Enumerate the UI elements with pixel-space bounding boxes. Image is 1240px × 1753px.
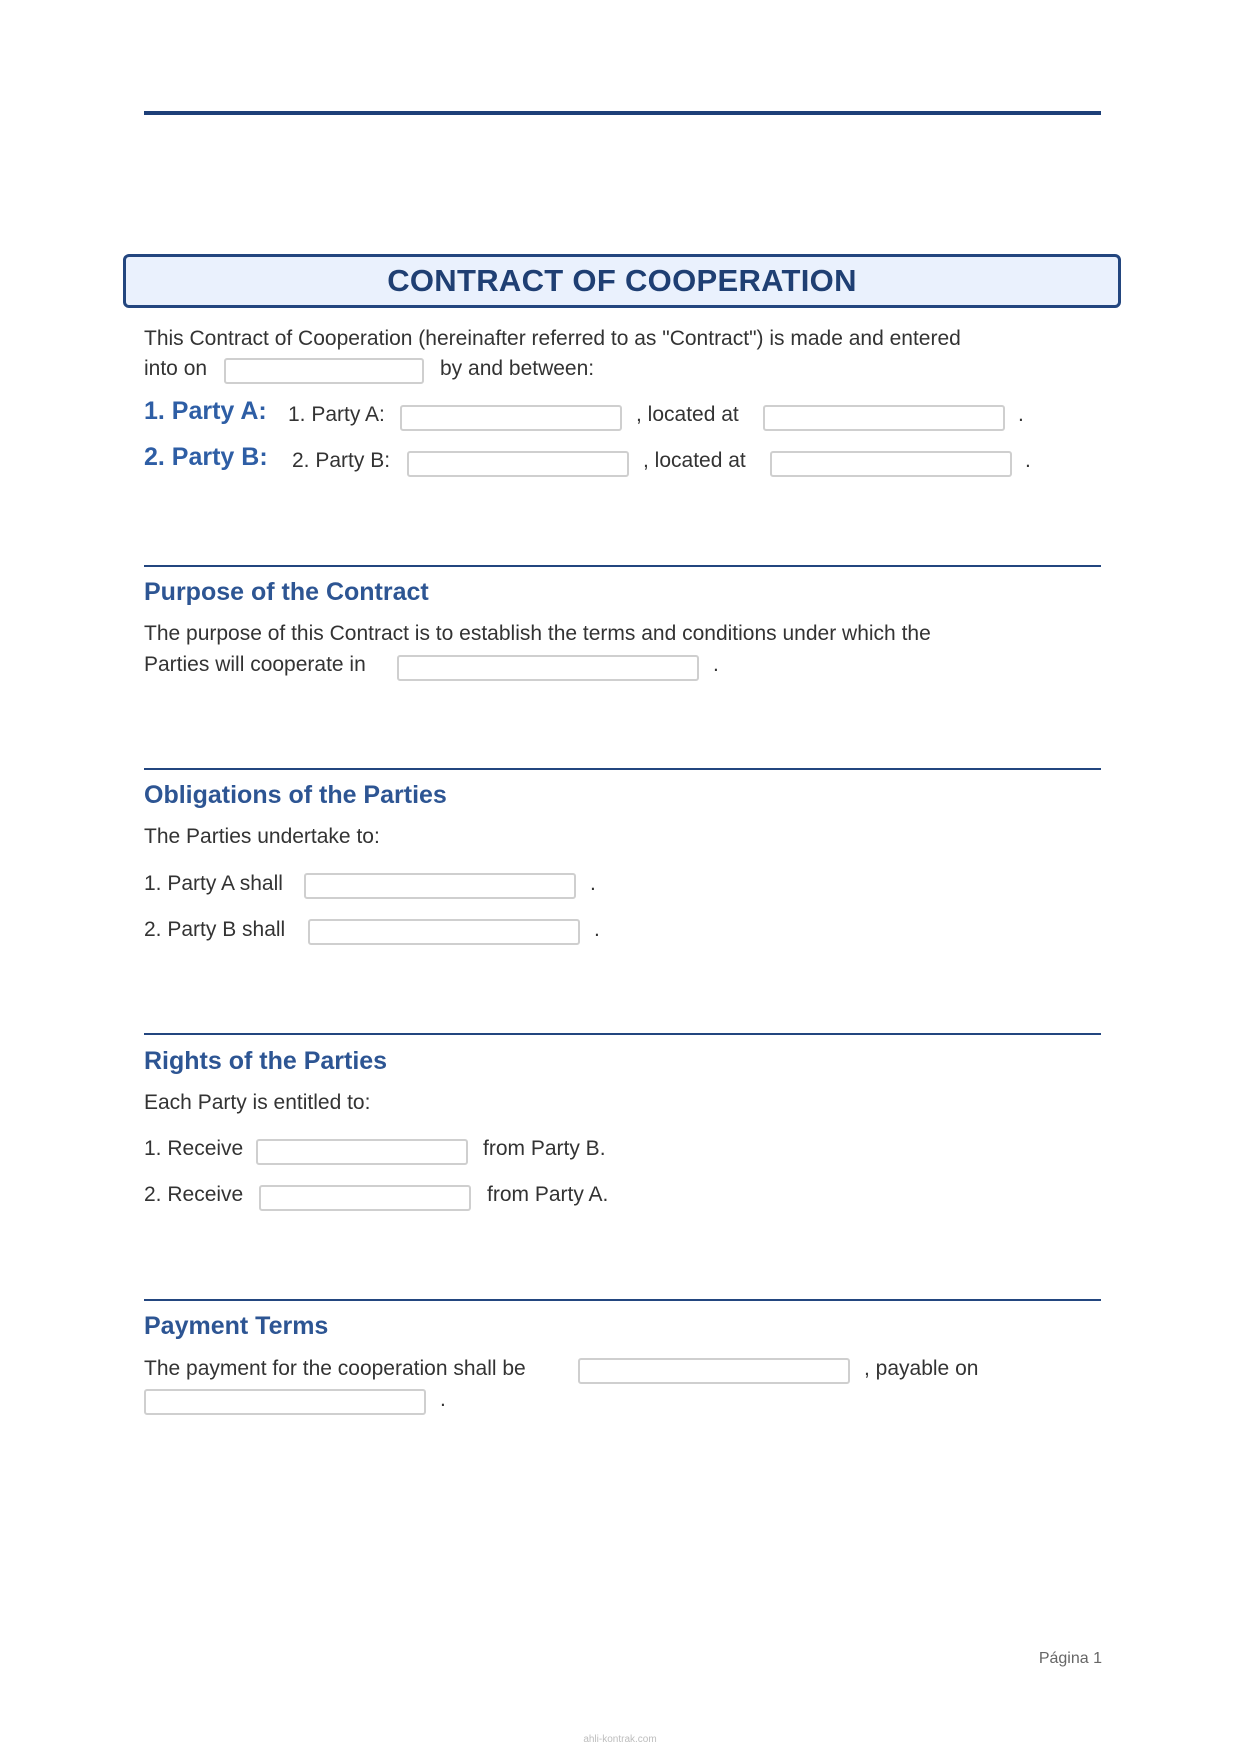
obligation-a-end: . xyxy=(590,872,596,895)
intro-line-2-prefix: into on xyxy=(144,357,208,380)
payment-amount-field[interactable] xyxy=(578,1358,850,1384)
obligations-intro: The Parties undertake to: xyxy=(144,825,380,848)
rights-intro: Each Party is entitled to: xyxy=(144,1091,371,1114)
site-watermark: ahli-kontrak.com xyxy=(583,1734,657,1745)
purpose-line-2-prefix: Parties will cooperate in xyxy=(144,653,366,676)
section-divider-payment xyxy=(144,1299,1101,1301)
section-divider-rights xyxy=(144,1033,1101,1035)
payment-heading: Payment Terms xyxy=(144,1312,329,1340)
obligation-b-field[interactable] xyxy=(308,919,580,945)
intro-line-2-suffix: by and between: xyxy=(440,357,595,380)
right-1-field[interactable] xyxy=(256,1139,468,1165)
party-a-label: 1. Party A: xyxy=(288,403,385,426)
purpose-heading: Purpose of the Contract xyxy=(144,578,429,606)
party-b-located-text: , located at xyxy=(643,449,746,472)
party-b-location-field[interactable] xyxy=(770,451,1012,477)
obligations-heading: Obligations of the Parties xyxy=(144,781,447,809)
payment-line-1-suffix: , payable on xyxy=(864,1357,979,1380)
payment-date-field[interactable] xyxy=(144,1389,426,1415)
right-1-suffix: from Party B. xyxy=(483,1137,606,1160)
section-divider-purpose xyxy=(144,565,1101,567)
party-a-end: . xyxy=(1018,403,1024,426)
rights-heading: Rights of the Parties xyxy=(144,1047,388,1075)
payment-end: . xyxy=(440,1388,446,1411)
payment-line-1-prefix: The payment for the cooperation shall be xyxy=(144,1357,526,1380)
party-a-location-field[interactable] xyxy=(763,405,1005,431)
document-title: CONTRACT OF COOPERATION xyxy=(387,263,857,298)
top-divider xyxy=(144,111,1101,115)
party-b-label: 2. Party B: xyxy=(292,449,391,472)
page-number: Página 1 xyxy=(1038,1650,1102,1667)
obligation-b-end: . xyxy=(594,918,600,941)
right-2-suffix: from Party A. xyxy=(487,1183,609,1206)
purpose-end: . xyxy=(713,653,719,676)
obligation-b-prefix: 2. Party B shall xyxy=(144,918,286,941)
right-2-prefix: 2. Receive xyxy=(144,1183,244,1206)
party-a-name-field[interactable] xyxy=(400,405,622,431)
obligation-a-field[interactable] xyxy=(304,873,576,899)
contract-date-field[interactable] xyxy=(224,358,424,384)
obligation-a-prefix: 1. Party A shall xyxy=(144,872,283,895)
purpose-line-1: The purpose of this Contract is to establish the terms and conditions under which the xyxy=(144,622,931,645)
party-b-end: . xyxy=(1025,449,1031,472)
party-b-name-field[interactable] xyxy=(407,451,629,477)
purpose-field[interactable] xyxy=(397,655,699,681)
section-divider-obligations xyxy=(144,768,1101,770)
right-2-field[interactable] xyxy=(259,1185,471,1211)
party-a-located-text: , located at xyxy=(636,403,739,426)
intro-line-1: This Contract of Cooperation (hereinafter referred to as "Contract") is made and entered xyxy=(144,327,961,350)
party-b-heading: 2. Party B: xyxy=(144,443,268,471)
party-a-heading: 1. Party A: xyxy=(144,397,267,425)
title-banner xyxy=(123,254,1121,308)
right-1-prefix: 1. Receive xyxy=(144,1137,244,1160)
